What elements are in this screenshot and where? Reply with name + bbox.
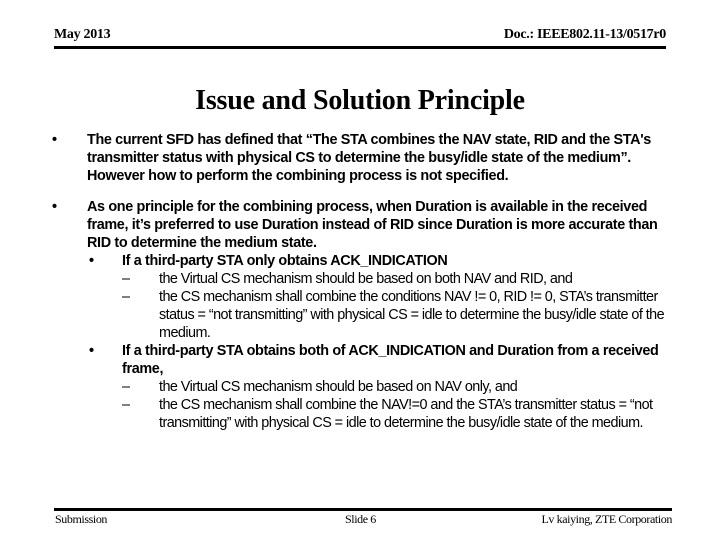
bullet-item <box>0 131 667 185</box>
dash-item <box>0 270 679 288</box>
dash-text: the CS mechanism shall combine the conditions NAV != 0, RID != 0, STA’s transmitter status = “not transmitting” with physical CS = idle to determine the busy/idle state of the medium. <box>159 289 665 341</box>
dash-icon: – <box>122 379 130 395</box>
sub-bullet-text: If a third-party STA only obtains ACK_INDICATION <box>122 253 448 269</box>
footer-submission: Submission <box>55 512 108 526</box>
slide-title: Issue and Solution Principle <box>195 85 525 116</box>
footer-slide-number: Slide 6 <box>345 512 376 526</box>
dash-item <box>0 288 679 342</box>
sub-bullet-item <box>0 252 667 270</box>
footer-author: Lv kaiying, ZTE Corporation <box>541 512 672 526</box>
bullet-icon: • <box>52 132 57 148</box>
sub-bullet-text: If a third-party STA obtains both of ACK_INDICATION and Duration from a received frame, <box>122 343 659 377</box>
bullet-icon: • <box>89 253 94 269</box>
footer-divider <box>54 508 672 511</box>
slide-body <box>0 131 720 432</box>
bullet-item <box>0 198 667 252</box>
sub-bullet-item <box>0 342 667 378</box>
bullet-icon: • <box>89 343 94 359</box>
dash-item <box>0 378 679 396</box>
header-date: May 2013 <box>54 27 111 42</box>
header-divider <box>54 46 666 49</box>
dash-text: the Virtual CS mechanism should be based on NAV only, and <box>159 379 518 395</box>
header-doc-id: Doc.: IEEE802.11-13/0517r0 <box>503 27 666 42</box>
dash-icon: – <box>122 289 130 305</box>
dash-text: the Virtual CS mechanism should be based on both NAV and RID, and <box>159 271 573 287</box>
bullet-icon: • <box>52 199 57 215</box>
dash-icon: – <box>122 271 130 287</box>
bullet-text: As one principle for the combining process, when Duration is available in the received frame, it’s preferred to use Duration instead of RID since Duration is more accurate than RID to determine the medium state. <box>87 199 658 251</box>
dash-item <box>0 396 679 432</box>
spacer <box>0 185 720 198</box>
dash-icon: – <box>122 397 130 413</box>
bullet-text: The current SFD has defined that “The STA combines the NAV state, RID and the STA's transmitter status with physical CS to determine the busy/idle state of the medium”. However how to perform the combining process is not specified. <box>87 132 651 184</box>
dash-text: the CS mechanism shall combine the NAV!=0 and the STA’s transmitter status = “not transmitting” with physical CS = idle to determine the busy/idle state of the medium. <box>159 397 653 431</box>
